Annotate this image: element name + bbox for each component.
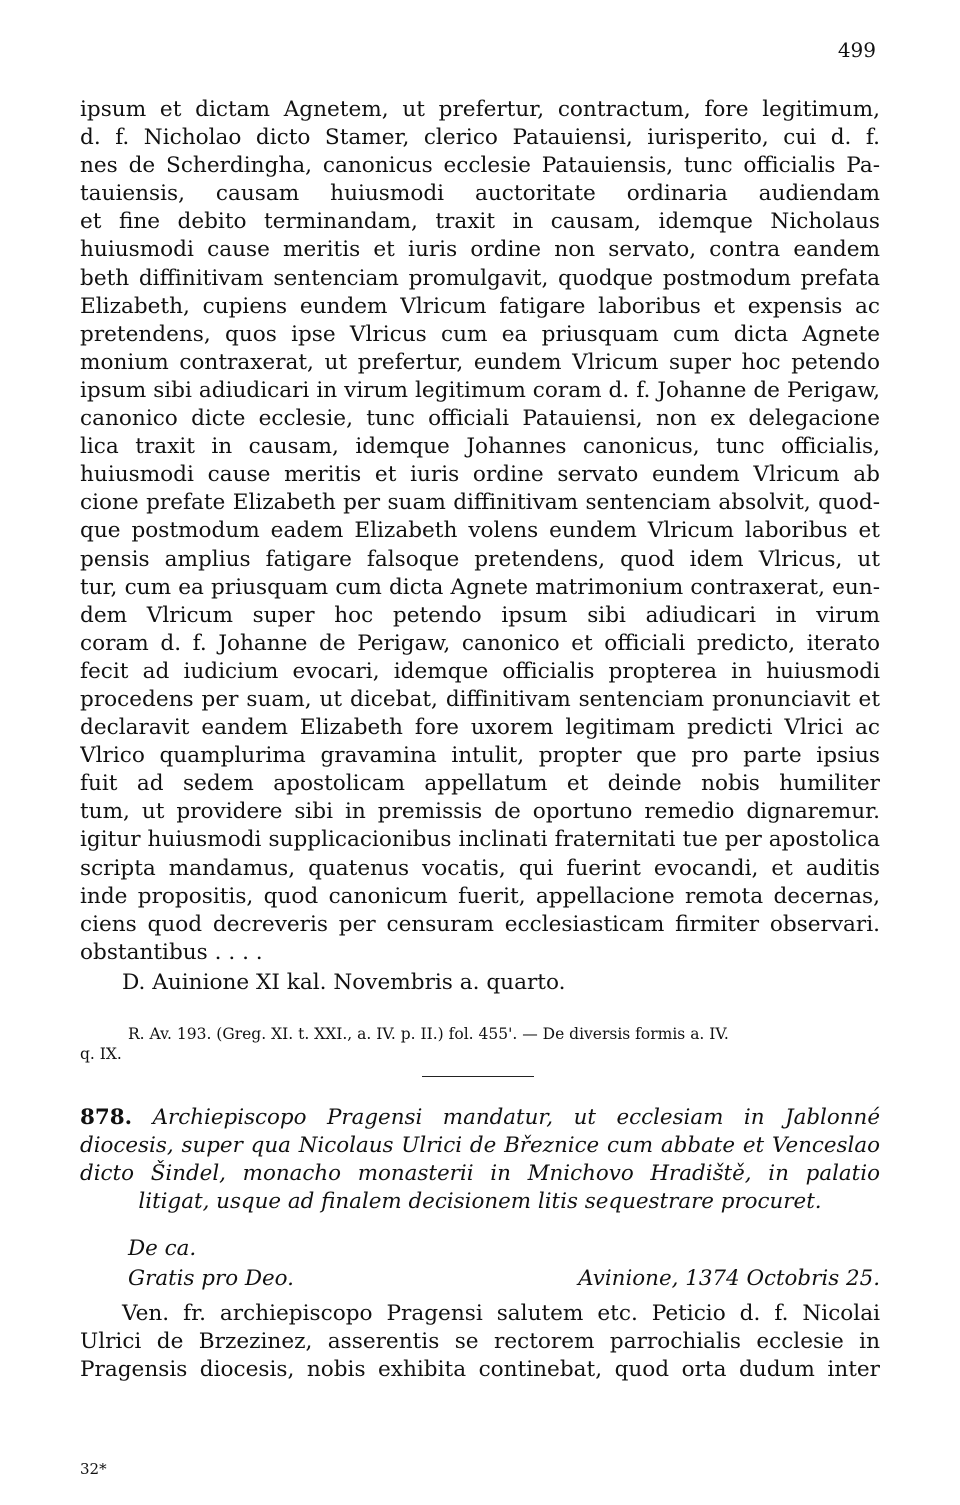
text-line: monium contraxerat, ut prefertur, eundem Vlricum super hoc petendo (80, 349, 880, 375)
text-line: Vlrico quamplurima gravamina intulit, propter que pro parte ipsius (80, 743, 880, 769)
summary-text: Archiepiscopo Pragensi mandatur, ut ecclesiam in Jablonné (152, 1105, 880, 1130)
letter-line: Ulrici de Brzezinez, asserentis se rectorem parrochialis ecclesie in (80, 1329, 880, 1355)
text-line: ciens quod decreveris per censuram ecclesiasticam firmiter observari. (80, 911, 880, 937)
summary-line-last: litigat, usque ad finalem decisionem litis sequestrare procuret. (138, 1189, 822, 1215)
signature-mark: 32* (80, 1460, 107, 1478)
summary-line: dicto Šindel, monacho monasterii in Mnichovo Hradiště, in palatio (80, 1161, 880, 1187)
text-line: pretendens, quos ipse Vlricus cum ea priusquam cum dicta Agnete (80, 321, 880, 347)
page-number: 499 (837, 38, 876, 62)
note-gratis: Gratis pro Deo. (128, 1265, 294, 1291)
letter-line: Pragensis diocesis, nobis exhibita continebat, quod orta dudum inter (80, 1357, 880, 1383)
text-line: ipsum et dictam Agnetem, ut prefertur, contractum, fore legitimum, (80, 97, 880, 122)
letter-text (80, 1300, 880, 1384)
main-text-block (80, 96, 880, 997)
text-line: cione prefate Elizabeth per suam diffinitivam sentenciam absolvit, quod- (80, 490, 880, 516)
text-line: beth diffinitivam sentenciam promulgavit, quodque postmodum prefata (80, 265, 880, 291)
summary-line: diocesis, super qua Nicolaus Ulrici de Březnice cum abbate et Venceslao (80, 1133, 880, 1159)
letter-line: Ven. fr. archiepiscopo Pragensi salutem etc. Peticio d. f. Nicolai (122, 1301, 880, 1326)
text-line: huiusmodi cause meritis et iuris ordine non servato, contra eandem (80, 237, 880, 263)
text-line: tum, ut providere sibi in premissis de oportuno remedio dignaremur. (80, 799, 880, 825)
date-line: D. Auinione XI kal. Novembris a. quarto. (122, 969, 566, 995)
section-divider (422, 1076, 534, 1077)
text-line: canonico dicte ecclesie, tunc officiali Patauiensi, non ex delegacione (80, 406, 880, 432)
text-line: declaravit eandem Elizabeth fore uxorem legitimam predicti Vlrici ac (80, 715, 880, 741)
text-line: fecit ad iudicium evocari, idemque officialis propterea in huiusmodi (80, 658, 880, 684)
text-line-last: obstantibus . . . . (80, 939, 263, 965)
text-line: tauiensis, causam huiusmodi auctoritate ordinaria audiendam (80, 181, 880, 207)
text-line: huiusmodi cause meritis et iuris ordine servato eundem Vlricum ab (80, 462, 880, 488)
document-summary (80, 1104, 880, 1217)
archival-reference (80, 1024, 880, 1064)
text-line: procedens per suam, ut dicebat, diffinitivam sentenciam pronunciavit et (80, 686, 880, 712)
text-line: fuit ad sedem apostolicam appellatum et deinde nobis humiliter (80, 771, 880, 797)
summary-line (80, 1104, 880, 1132)
text-line: Elizabeth, cupiens eundem Vlricum fatigare laboribus et expensis ac (80, 293, 880, 319)
note-de-ca: De ca. (128, 1236, 197, 1261)
text-line: scripta mandamus, quatenus vocatis, qui fuerint evocandi, et auditis (80, 855, 880, 881)
text-line: tur, cum ea priusquam cum dicta Agnete matrimonium contraxerat, eun- (80, 574, 880, 600)
text-line: nes de Scherdingha, canonicus ecclesie Patauiensis, tunc officialis Pa- (80, 153, 880, 179)
place-date: Avinione, 1374 Octobris 25. (578, 1265, 880, 1291)
text-line: d. f. Nicholao dicto Stamer, clerico Patauiensi, iurisperito, cui d. f. (80, 125, 880, 151)
text-line: igitur huiusmodi supplicacionibus inclinati fraternitati tue per apostolica (80, 827, 880, 853)
text-line: que postmodum eadem Elizabeth volens eundem Vlricum laboribus et (80, 518, 880, 544)
text-line: et fine debito terminandam, traxit in causam, idemque Nicholaus (80, 209, 880, 235)
text-line: ipsum sibi adiudicari in virum legitimum coram d. f. Johanne de Perigaw, (80, 377, 880, 403)
text-line: lica traxit in causam, idemque Johannes canonicus, tunc officialis, (80, 434, 880, 460)
text-line: pensis amplius fatigare falsoque pretendens, quod idem Vlricus, ut (80, 546, 880, 572)
reference-line: R. Av. 193. (Greg. XI. t. XXI., a. IV. p. II.) fol. 455'. — De diversis formis a. IV. (128, 1025, 729, 1043)
text-line: inde propositis, quod canonicum fuerit, appellacione remota decernas, (80, 883, 880, 909)
chancery-notes (128, 1234, 880, 1293)
text-line: dem Vlricum super hoc petendo ipsum sibi adiudicari in virum (80, 602, 880, 628)
text-line: coram d. f. Johanne de Perigaw, canonico et officiali predicto, iterato (80, 630, 880, 656)
notes-row (128, 1264, 880, 1294)
reference-line: q. IX. (80, 1045, 122, 1063)
document-number: 878. (80, 1105, 133, 1130)
